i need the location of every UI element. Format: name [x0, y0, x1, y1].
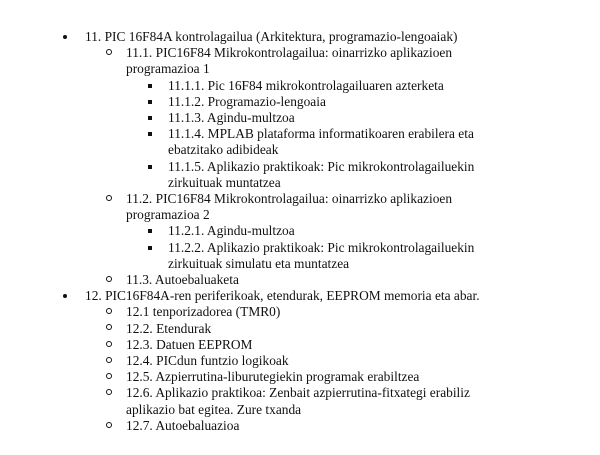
bullet-square-icon	[148, 94, 152, 110]
list-item	[0, 418, 600, 434]
bullet-square-icon	[148, 223, 152, 239]
list-item-text: 12.5. Azpierrutina-liburutegiekin programak erabiltzea	[126, 369, 420, 385]
bullet-circle-icon	[106, 272, 112, 288]
list-item	[0, 240, 600, 272]
list-item-text: 12.1 tenporizadorea (TMR0)	[126, 304, 281, 320]
list-item-text: 11.1. PIC16F84 Mikrokontrolagailua: oinarrizko aplikazioen programazioa 1	[126, 45, 453, 77]
bullet-circle-icon	[106, 385, 112, 401]
list-item	[0, 304, 600, 320]
list-item-text: 11.2. PIC16F84 Mikrokontrolagailua: oinarrizko aplikazioen programazioa 2	[126, 191, 453, 223]
list-item	[0, 159, 600, 191]
list-item	[0, 272, 600, 288]
list-item	[0, 29, 600, 45]
list-item	[0, 78, 600, 94]
list-item	[0, 223, 600, 239]
list-item-text: 12.3. Datuen EEPROM	[126, 336, 253, 352]
list-item	[0, 94, 600, 110]
bullet-circle-icon	[106, 337, 112, 353]
bullet-circle-icon	[106, 321, 112, 337]
bullet-circle-icon	[106, 369, 112, 385]
bullet-circle-icon	[106, 191, 112, 207]
bullet-circle-icon	[106, 353, 112, 369]
list-item-text: 11.1.3. Agindu-multzoa	[168, 110, 295, 126]
bullet-square-icon	[148, 159, 152, 175]
list-item-text: 11.1.4. MPLAB plataforma informatikoaren erabilera eta ebatzitako adibideak	[168, 126, 474, 158]
list-item-text: 12.4. PICdun funtzio logikoak	[126, 353, 289, 369]
list-item-text: 12.7. Autoebaluazioa	[126, 417, 240, 433]
list-item-text: 12.2. Etendurak	[126, 320, 212, 336]
list-item	[0, 288, 600, 304]
list-item-text: 11.2.2. Aplikazio praktikoak: Pic mikrokontrolagailuekin zirkuituak simulatu eta muntatzea	[168, 239, 475, 271]
list-item	[0, 110, 600, 126]
list-item-text: 11.1.5. Aplikazio praktikoak: Pic mikrokontrolagailuekin zirkuituak muntatzea	[168, 158, 475, 190]
bullet-disc-icon	[63, 29, 67, 45]
bullet-circle-icon	[106, 45, 112, 61]
bullet-square-icon	[148, 78, 152, 94]
list-item-text: 12. PIC16F84A-ren periferikoak, etendurak, EEPROM memoria eta abar.	[85, 288, 480, 304]
bullet-circle-icon	[106, 418, 112, 434]
list-item	[0, 321, 600, 337]
bullet-disc-icon	[63, 288, 67, 304]
list-item-text: 11. PIC 16F84A kontrolagailua (Arkitektura, programazio-lengoaiak)	[85, 29, 458, 44]
list-item	[0, 126, 600, 158]
list-item	[0, 369, 600, 385]
list-item-text: 11.2.1. Agindu-multzoa	[168, 223, 295, 239]
outline-list	[0, 29, 600, 434]
list-item-text: 12.6. Aplikazio praktikoa: Zenbait azpierrutina-fitxategi erabiliz aplikazio bat egitea. Zure txanda	[126, 385, 470, 417]
bullet-square-icon	[148, 126, 152, 142]
list-item	[0, 337, 600, 353]
list-item-text: 11.3. Autoebaluaketa	[126, 272, 239, 288]
bullet-square-icon	[148, 240, 152, 256]
bullet-square-icon	[148, 110, 152, 126]
list-item	[0, 191, 600, 223]
list-item	[0, 45, 600, 77]
list-item-text: 11.1.2. Programazio-lengoaia	[168, 93, 326, 109]
list-item	[0, 385, 600, 417]
bullet-circle-icon	[106, 304, 112, 320]
list-item	[0, 353, 600, 369]
list-item-text: 11.1.1. Pic 16F84 mikrokontrolagailuaren azterketa	[168, 77, 444, 93]
